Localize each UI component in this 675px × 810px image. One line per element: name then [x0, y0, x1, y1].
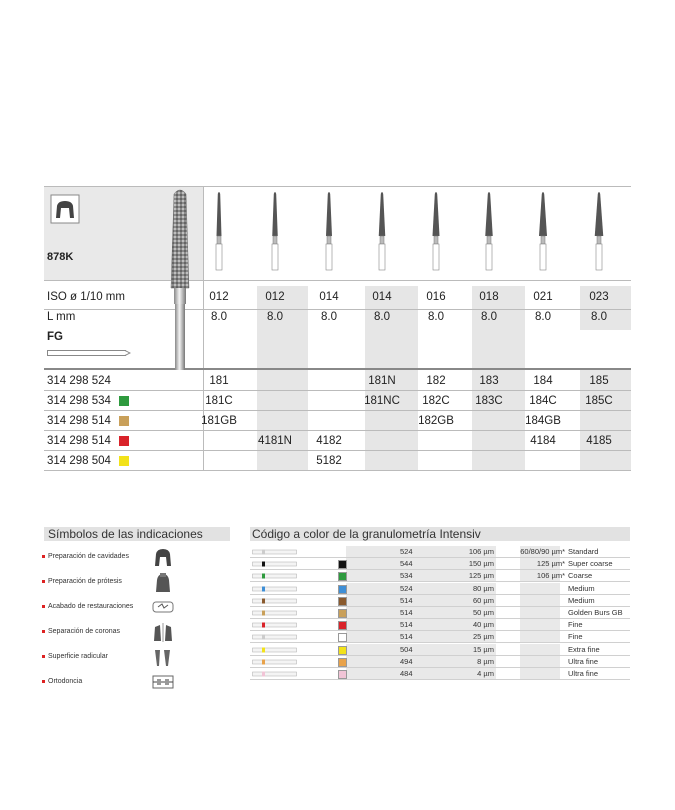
indication-label: Separación de coronas	[48, 628, 120, 635]
indication-label: Superficie radicular	[48, 653, 108, 660]
length-cell: 8.0	[374, 311, 390, 323]
bur-number-cell: 182	[426, 375, 446, 387]
indication-label: Acabado de restauraciones	[48, 603, 134, 610]
grit-code: 544	[400, 559, 413, 569]
grit-color-swatch	[119, 456, 129, 466]
small-bur-image	[433, 192, 440, 270]
bur-number-cell: 181NC	[364, 395, 400, 407]
order-code: 314 298 514	[47, 435, 111, 447]
grit-code: 504	[400, 644, 413, 654]
bur-number-cell: 185C	[585, 395, 613, 407]
grit-name: Super coarse	[568, 559, 613, 569]
small-bur-image	[272, 192, 278, 270]
bur-number-cell: 182C	[422, 395, 450, 407]
iso-size-cell: 012	[209, 291, 229, 303]
grit-bur-pictogram	[252, 658, 298, 666]
grit-code: 514	[400, 595, 413, 605]
grit-alt-size: 106 µm*	[536, 571, 565, 581]
bur-number-cell: 4184	[530, 435, 556, 447]
small-bur-image	[485, 192, 493, 270]
grit-bur-pictogram	[252, 646, 298, 654]
grit-color-swatch	[338, 572, 347, 581]
length-cell: 8.0	[591, 311, 607, 323]
grit-name: Coarse	[568, 571, 593, 581]
grit-row	[250, 595, 630, 607]
length-cell: 8.0	[428, 311, 444, 323]
indications-title: Símbolos de las indicaciones	[48, 527, 203, 541]
grit-bur-pictogram	[252, 585, 298, 593]
bur-number-cell: 184	[533, 375, 553, 387]
indication-item	[48, 553, 129, 560]
cavity-prep-icon	[152, 546, 174, 568]
grit-color-swatch	[338, 621, 347, 630]
orthodontics-icon	[152, 671, 174, 693]
bullet-marker	[42, 655, 45, 658]
bur-number-cell: 182GB	[418, 415, 454, 427]
grit-color-swatch	[338, 597, 347, 606]
indication-item	[48, 628, 120, 635]
grit-code: 534	[400, 571, 413, 581]
grit-size: 15 µm	[473, 644, 494, 654]
indication-item	[48, 603, 133, 610]
bur-number-cell: 181	[209, 375, 229, 387]
row-separator	[250, 679, 630, 680]
grit-size: 8 µm	[477, 656, 494, 666]
row-line	[44, 368, 631, 370]
grit-name: Fine	[568, 620, 583, 630]
grit-row	[250, 546, 630, 558]
grit-code: 524	[400, 547, 413, 556]
grit-size: 125 µm	[468, 571, 494, 581]
row-line	[44, 450, 631, 451]
bur-number-cell: 181N	[368, 375, 396, 387]
grit-bur-pictogram	[252, 548, 298, 556]
prosthesis-prep-icon	[50, 194, 80, 224]
bur-number-cell: 184GB	[525, 415, 561, 427]
iso-size-cell: 023	[589, 291, 609, 303]
bur-number-cell: 4181N	[258, 435, 292, 447]
grit-title: Código a color de la granulometría Intensiv	[252, 527, 481, 541]
grit-name: Golden Burs GB	[568, 608, 623, 617]
iso-label: ISO ø 1/10 mm	[47, 291, 125, 303]
grit-bur-pictogram	[252, 560, 298, 568]
order-code: 314 298 524	[47, 375, 111, 387]
iso-size-cell: 021	[533, 291, 553, 303]
grit-color-swatch	[338, 609, 347, 618]
length-cell: 8.0	[481, 311, 497, 323]
grit-bur-pictogram	[252, 609, 298, 617]
grit-color-swatch	[119, 396, 129, 406]
bullet-marker	[42, 630, 45, 633]
grit-row	[250, 583, 630, 595]
grit-color-swatch	[338, 585, 347, 594]
indication-item	[48, 653, 108, 660]
root-surface-icon	[152, 646, 174, 668]
bur-number-cell: 4182	[316, 435, 342, 447]
indication-item	[48, 678, 82, 685]
row-line	[44, 410, 631, 411]
grit-size: 40 µm	[473, 620, 494, 630]
grit-code: 514	[400, 632, 413, 642]
bur-sizes-images	[203, 186, 631, 280]
grit-size: 50 µm	[473, 608, 494, 617]
iso-size-cell: 014	[372, 291, 392, 303]
indication-item	[48, 578, 122, 585]
grit-bur-pictogram	[252, 572, 298, 580]
grit-row	[250, 570, 630, 582]
bullet-marker	[42, 680, 45, 683]
bur-catalog-table	[44, 186, 631, 470]
bullet-marker	[42, 605, 45, 608]
prosthesis-prep-icon	[152, 571, 174, 593]
grit-row	[250, 631, 630, 643]
grit-row	[250, 644, 630, 656]
crown-separation-icon	[152, 621, 174, 643]
row-line	[44, 430, 631, 431]
bur-number-cell: 4185	[586, 435, 612, 447]
grit-bur-pictogram	[252, 597, 298, 605]
restoration-finish-icon	[152, 596, 174, 618]
grit-color-swatch	[338, 646, 347, 655]
grit-name: Medium	[568, 583, 595, 593]
grit-name: Fine	[568, 632, 583, 642]
iso-size-cell: 014	[319, 291, 339, 303]
bur-number-cell: 185	[589, 375, 609, 387]
iso-size-cell: 018	[479, 291, 499, 303]
length-cell: 8.0	[211, 311, 227, 323]
grit-name: Standard	[568, 547, 599, 556]
large-bur-image	[162, 188, 198, 370]
order-code: 314 298 514	[47, 415, 111, 427]
indication-label: Preparación de cavidades	[48, 553, 129, 560]
grit-code: 514	[400, 608, 413, 617]
grit-code: 494	[400, 656, 413, 666]
grit-color-swatch	[119, 436, 129, 446]
bur-number-cell: 181C	[205, 395, 233, 407]
shank-label: FG	[47, 331, 63, 343]
grit-row	[250, 558, 630, 570]
order-code: 314 298 534	[47, 395, 111, 407]
grit-code: 514	[400, 620, 413, 630]
grit-name: Medium	[568, 595, 595, 605]
grit-bur-pictogram	[252, 633, 298, 641]
small-bur-image	[379, 192, 386, 270]
row-line	[44, 390, 631, 391]
length-cell: 8.0	[535, 311, 551, 323]
order-code: 314 298 504	[47, 455, 111, 467]
grit-row	[250, 619, 630, 631]
grit-row	[250, 656, 630, 668]
grit-bur-pictogram	[252, 621, 298, 629]
grit-name: Ultra fine	[568, 656, 599, 666]
length-label: L mm	[47, 311, 76, 323]
grit-alt-size: 125 µm*	[536, 559, 565, 569]
grit-alt-size: 60/80/90 µm*	[520, 547, 565, 556]
grit-color-swatch	[338, 633, 347, 642]
fg-shank-icon	[47, 348, 131, 358]
iso-size-cell: 012	[265, 291, 285, 303]
bullet-marker	[42, 580, 45, 583]
grit-size: 25 µm	[473, 632, 494, 642]
small-bur-image	[539, 192, 547, 270]
grit-code: 484	[400, 669, 413, 678]
small-bur-image	[216, 192, 222, 270]
bur-number-cell: 183C	[475, 395, 503, 407]
grit-size: 106 µm	[468, 547, 494, 556]
bullet-marker	[42, 555, 45, 558]
grit-color-swatch	[119, 416, 129, 426]
row-line	[44, 280, 631, 281]
small-bur-image	[326, 192, 332, 270]
grit-size: 60 µm	[473, 595, 494, 605]
bur-number-cell: 184C	[529, 395, 557, 407]
model-label: 878K	[47, 251, 74, 263]
table-bottom-line	[44, 470, 631, 471]
grit-size: 150 µm	[468, 559, 494, 569]
indication-label: Preparación de prótesis	[48, 578, 122, 585]
bur-number-cell: 181GB	[201, 415, 237, 427]
grit-color-swatch	[338, 670, 347, 679]
grit-bur-pictogram	[252, 670, 298, 678]
length-cell: 8.0	[321, 311, 337, 323]
grit-size: 80 µm	[473, 583, 494, 593]
grit-code: 524	[400, 583, 413, 593]
grit-name: Extra fine	[568, 644, 600, 654]
indication-label: Ortodoncia	[48, 678, 83, 685]
grit-color-swatch	[338, 560, 347, 569]
grit-size: 4 µm	[477, 669, 494, 678]
grit-color-swatch	[338, 658, 347, 667]
grit-row	[250, 668, 630, 680]
bur-number-cell: 183	[479, 375, 499, 387]
grit-name: Ultra fine	[568, 669, 599, 678]
bur-number-cell: 5182	[316, 455, 342, 467]
length-cell: 8.0	[267, 311, 283, 323]
small-bur-image	[595, 192, 604, 270]
iso-size-cell: 016	[426, 291, 446, 303]
grit-row	[250, 607, 630, 619]
